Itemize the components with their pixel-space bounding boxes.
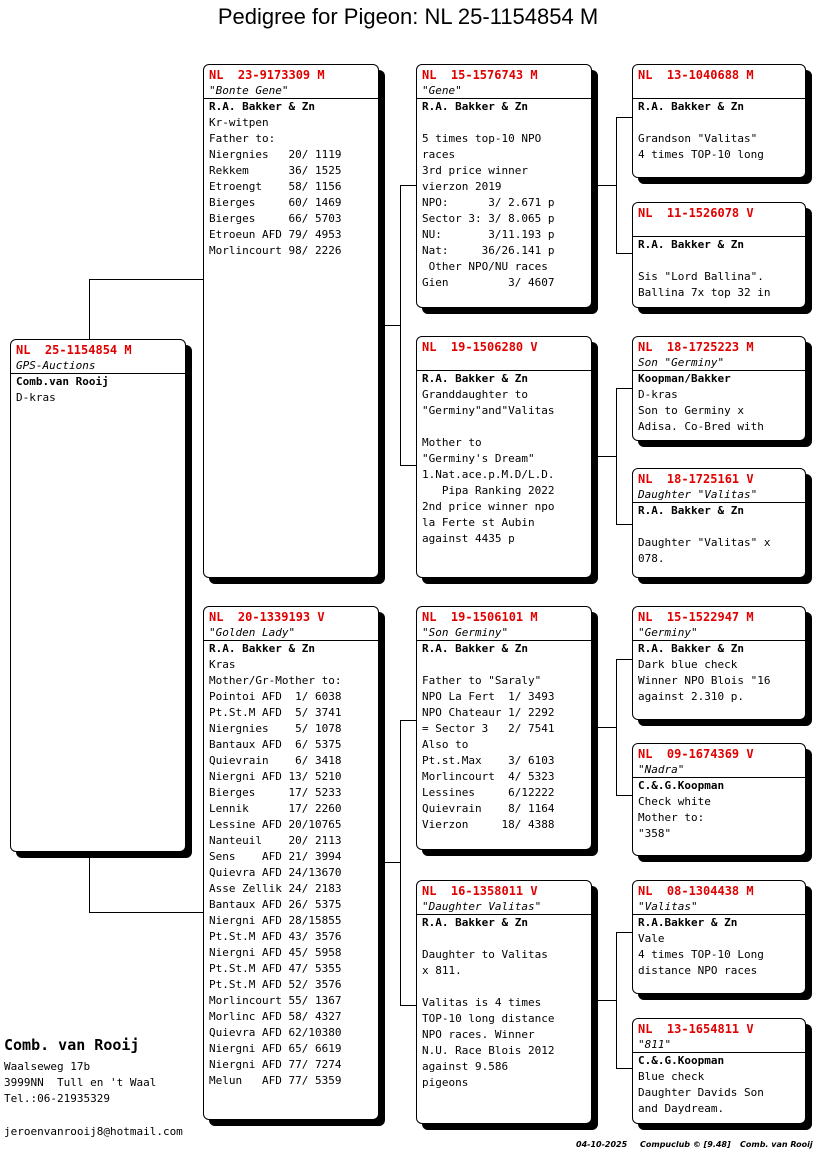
detail-line: Bantaux AFD 26/ 5375 bbox=[209, 898, 342, 911]
detail-line: Blue check bbox=[638, 1070, 705, 1083]
pigeon-card-dds[interactable] bbox=[632, 880, 806, 994]
connector-line bbox=[616, 795, 633, 796]
owner-name: R.A. Bakker & Zn bbox=[209, 100, 315, 113]
pigeon-nickname: "Germiny" bbox=[638, 626, 698, 639]
ring-number: NL 11-1526078 V bbox=[638, 206, 754, 220]
detail-line: Quievrain 8/ 1164 bbox=[422, 802, 555, 815]
connector-line bbox=[616, 659, 617, 795]
detail-line: 4 times TOP-10 Long bbox=[638, 948, 764, 961]
pigeon-details bbox=[633, 387, 805, 435]
software-credit: Compuclub © [9.48] bbox=[640, 1140, 731, 1149]
owner-name: C.&.G.Koopman bbox=[638, 779, 725, 792]
owner-name: R.A. Bakker & Zn bbox=[422, 100, 528, 113]
detail-line: Morlincourt 4/ 5323 bbox=[422, 770, 555, 783]
pigeon-details bbox=[633, 657, 805, 705]
detail-line: 3rd price winner bbox=[422, 164, 528, 177]
detail-line: D-kras bbox=[16, 391, 56, 404]
print-owner: Comb. van Rooij bbox=[740, 1140, 813, 1149]
detail-line: 078. bbox=[638, 552, 665, 565]
detail-line: against 4435 p bbox=[422, 532, 515, 545]
connector-line bbox=[616, 524, 633, 525]
detail-line bbox=[638, 115, 800, 131]
detail-line: Niergni AFD 77/ 7274 bbox=[209, 1058, 342, 1071]
pigeon-card-dss[interactable] bbox=[632, 606, 806, 720]
pigeon-nickname bbox=[633, 83, 805, 98]
detail-line: Vale bbox=[638, 932, 665, 945]
connector-line bbox=[616, 659, 633, 660]
detail-line: = Sector 3 2/ 7541 bbox=[422, 722, 555, 735]
detail-line: Rekkem 36/ 1525 bbox=[209, 164, 342, 177]
connector-line bbox=[400, 1005, 417, 1006]
detail-line: N.U. Race Blois 2012 bbox=[422, 1044, 555, 1057]
ring-number: NL 15-1522947 M bbox=[638, 610, 754, 624]
detail-line bbox=[422, 115, 586, 131]
detail-line: Asse Zellik 24/ 2183 bbox=[209, 882, 342, 895]
detail-line: Morlincourt 55/ 1367 bbox=[209, 994, 342, 1007]
connector-line bbox=[400, 185, 401, 465]
connector-line bbox=[381, 325, 400, 326]
owner-name: R.A. Bakker & Zn bbox=[209, 642, 315, 655]
pigeon-nickname: "Gene" bbox=[422, 84, 462, 97]
detail-line: Check white bbox=[638, 795, 711, 808]
detail-line: x 811. bbox=[422, 964, 462, 977]
detail-line: Sector 3: 3/ 8.065 p bbox=[422, 212, 555, 225]
detail-line: Niergni AFD 65/ 6619 bbox=[209, 1042, 342, 1055]
detail-line: Daughter Davids Son bbox=[638, 1086, 764, 1099]
owner-name: C.&.G.Koopman bbox=[638, 1054, 725, 1067]
print-date: 04-10-2025 bbox=[576, 1140, 628, 1149]
detail-line: 4 times TOP-10 long bbox=[638, 148, 764, 161]
detail-line: Etroengt 58/ 1156 bbox=[209, 180, 342, 193]
pigeon-nickname: "811" bbox=[638, 1038, 672, 1051]
connector-line bbox=[616, 117, 633, 118]
connector-line bbox=[594, 1000, 616, 1001]
breeder-phone: Tel.:06-21935329 bbox=[4, 1092, 110, 1105]
pigeon-details bbox=[633, 115, 805, 163]
owner-name: R.A.Bakker & Zn bbox=[638, 916, 738, 929]
detail-line: Melun AFD 77/ 5359 bbox=[209, 1074, 342, 1087]
detail-line: Morlincourt 98/ 2226 bbox=[209, 244, 342, 257]
pigeon-nickname bbox=[633, 221, 805, 236]
ring-number: NL 20-1339193 V bbox=[209, 610, 325, 624]
connector-line bbox=[616, 932, 633, 933]
detail-line bbox=[422, 657, 586, 673]
pigeon-card-sss[interactable] bbox=[632, 64, 806, 178]
detail-line: "Germiny"and"Valitas bbox=[422, 404, 555, 417]
detail-line: Bantaux AFD 6/ 5375 bbox=[209, 738, 342, 751]
ring-number: NL 23-9173309 M bbox=[209, 68, 325, 82]
pigeon-card-ddd[interactable] bbox=[632, 1018, 806, 1124]
connector-line bbox=[594, 456, 616, 457]
owner-name: R.A. Bakker & Zn bbox=[422, 642, 528, 655]
pigeon-card-sire-sire[interactable] bbox=[416, 64, 592, 308]
detail-line: Vierzon 18/ 4388 bbox=[422, 818, 555, 831]
detail-line: Grandson "Valitas" bbox=[638, 132, 758, 145]
connector-line bbox=[594, 185, 616, 186]
detail-line: Father to: bbox=[209, 132, 276, 145]
detail-line: Bierges 17/ 5233 bbox=[209, 786, 342, 799]
ring-number: NL 25-1154854 M bbox=[16, 343, 132, 357]
ring-number: NL 18-1725223 M bbox=[638, 340, 754, 354]
detail-line bbox=[638, 519, 800, 535]
detail-line: 2nd price winner npo bbox=[422, 500, 555, 513]
detail-line: Bierges 60/ 1469 bbox=[209, 196, 342, 209]
pigeon-nickname: "Nadra" bbox=[638, 763, 685, 776]
ring-number: NL 15-1576743 M bbox=[422, 68, 538, 82]
connector-line bbox=[400, 185, 417, 186]
pigeon-card-sire[interactable] bbox=[203, 64, 379, 578]
detail-line bbox=[422, 419, 586, 435]
detail-line: Lessines 6/12222 bbox=[422, 786, 555, 799]
detail-line: Winner NPO Blois "16 bbox=[638, 674, 771, 687]
detail-line: vierzon 2019 bbox=[422, 180, 502, 193]
detail-line: Niergni AFD 28/15855 bbox=[209, 914, 342, 927]
detail-line: Kr-witpen bbox=[209, 116, 269, 129]
pigeon-details bbox=[633, 931, 805, 979]
pigeon-details bbox=[417, 115, 591, 291]
pigeon-card-ssd[interactable] bbox=[632, 202, 806, 308]
detail-line: NPO La Fert 1/ 3493 bbox=[422, 690, 555, 703]
ring-number: NL 16-1358011 V bbox=[422, 884, 538, 898]
owner-name: R.A. Bakker & Zn bbox=[422, 916, 528, 929]
detail-line: Pt.st.Max 3/ 6103 bbox=[422, 754, 555, 767]
detail-line: Adisa. Co-Bred with bbox=[638, 420, 764, 433]
detail-line: NPO Chateaur 1/ 2292 bbox=[422, 706, 555, 719]
connector-line bbox=[89, 912, 204, 913]
page-title: Pedigree for Pigeon: NL 25-1154854 M bbox=[217, 4, 599, 29]
detail-line: Morlinc AFD 58/ 4327 bbox=[209, 1010, 342, 1023]
owner-name: R.A. Bakker & Zn bbox=[638, 642, 744, 655]
ring-number: NL 19-1506101 M bbox=[422, 610, 538, 624]
pigeon-nickname: "Valitas" bbox=[638, 900, 698, 913]
detail-line: distance NPO races bbox=[638, 964, 758, 977]
detail-line: Lessine AFD 20/10765 bbox=[209, 818, 342, 831]
detail-line: Pt.St.M AFD 47/ 5355 bbox=[209, 962, 342, 975]
owner-name: Koopman/Bakker bbox=[638, 372, 731, 385]
detail-line: Other NPO/NU races bbox=[422, 260, 548, 273]
detail-line: Nat: 36/26.141 p bbox=[422, 244, 555, 257]
pigeon-nickname: "Daughter Valitas" bbox=[422, 900, 542, 913]
detail-line: 1.Nat.ace.p.M.D/L.D. bbox=[422, 468, 555, 481]
pigeon-card-sire-dam[interactable] bbox=[416, 336, 592, 578]
pigeon-card-dam[interactable] bbox=[203, 606, 379, 1120]
connector-line bbox=[400, 720, 401, 1005]
pigeon-details bbox=[204, 115, 378, 259]
connector-line bbox=[381, 862, 400, 863]
pigeon-card-dam-dam[interactable] bbox=[416, 880, 592, 1124]
detail-line: Niergnies 5/ 1078 bbox=[209, 722, 342, 735]
detail-line bbox=[422, 931, 586, 947]
detail-line: Quievra AFD 62/10380 bbox=[209, 1026, 342, 1039]
detail-line: NU: 3/11.193 p bbox=[422, 228, 555, 241]
pigeon-card-sds[interactable] bbox=[632, 336, 806, 441]
pigeon-details bbox=[417, 387, 591, 547]
detail-line: Son to Germiny x bbox=[638, 404, 744, 417]
detail-line: Bierges 66/ 5703 bbox=[209, 212, 342, 225]
owner-name: Comb.van Rooij bbox=[16, 375, 109, 388]
connector-line bbox=[400, 720, 417, 721]
detail-line: Niergnies 20/ 1119 bbox=[209, 148, 342, 161]
ring-number: NL 18-1725161 V bbox=[638, 472, 754, 486]
detail-line: Pipa Ranking 2022 bbox=[422, 484, 555, 497]
detail-line: Pt.St.M AFD 43/ 3576 bbox=[209, 930, 342, 943]
detail-line: Etroeun AFD 79/ 4953 bbox=[209, 228, 342, 241]
detail-line: Valitas is 4 times bbox=[422, 996, 542, 1009]
pigeon-nickname: "Son Germiny" bbox=[422, 626, 509, 639]
pigeon-details bbox=[633, 794, 805, 842]
detail-line: Pt.St.M AFD 52/ 3576 bbox=[209, 978, 342, 991]
pigeon-card-dam-sire[interactable] bbox=[416, 606, 592, 850]
detail-line: Kras bbox=[209, 658, 236, 671]
breeder-name: Comb. van Rooij bbox=[4, 1036, 140, 1054]
connector-line bbox=[89, 279, 204, 280]
detail-line: Mother to bbox=[422, 436, 482, 449]
detail-line: Mother/Gr-Mother to: bbox=[209, 674, 342, 687]
connector-line bbox=[594, 727, 616, 728]
pigeon-nickname: "Golden Lady" bbox=[209, 626, 296, 639]
pigeon-details bbox=[11, 390, 185, 406]
detail-line: Ballina 7x top 32 in bbox=[638, 286, 771, 299]
detail-line: against 2.310 p. bbox=[638, 690, 744, 703]
detail-line: Quievra AFD 24/13670 bbox=[209, 866, 342, 879]
pigeon-details bbox=[417, 931, 591, 1091]
detail-line bbox=[638, 253, 800, 269]
pigeon-nickname: Son "Germiny" bbox=[638, 356, 725, 369]
breeder-address-city: 3999NN Tull en 't Waal bbox=[4, 1076, 157, 1089]
detail-line: "358" bbox=[638, 827, 672, 840]
owner-name: R.A. Bakker & Zn bbox=[638, 100, 744, 113]
detail-line: Daughter "Valitas" x bbox=[638, 536, 771, 549]
pigeon-nickname bbox=[417, 355, 591, 370]
ring-number: NL 08-1304438 M bbox=[638, 884, 754, 898]
detail-line: Niergni AFD 45/ 5958 bbox=[209, 946, 342, 959]
connector-line bbox=[616, 932, 617, 1068]
pigeon-nickname: "Bonte Gene" bbox=[209, 84, 289, 97]
detail-line: Granddaughter to bbox=[422, 388, 528, 401]
detail-line: Quievrain 6/ 3418 bbox=[209, 754, 342, 767]
connector-line bbox=[616, 117, 617, 253]
pigeon-details bbox=[633, 253, 805, 301]
ring-number: NL 13-1654811 V bbox=[638, 1022, 754, 1036]
connector-line bbox=[616, 388, 633, 389]
detail-line: Sens AFD 21/ 3994 bbox=[209, 850, 342, 863]
detail-line: Father to "Saraly" bbox=[422, 674, 542, 687]
detail-line: Nanteuil 20/ 2113 bbox=[209, 834, 342, 847]
pigeon-details bbox=[204, 657, 378, 1089]
detail-line: Mother to: bbox=[638, 811, 705, 824]
detail-line: Niergni AFD 13/ 5210 bbox=[209, 770, 342, 783]
ring-number: NL 13-1040688 M bbox=[638, 68, 754, 82]
detail-line: against 9.586 bbox=[422, 1060, 509, 1073]
detail-line: la Ferte st Aubin bbox=[422, 516, 535, 529]
pigeon-card-sdd[interactable] bbox=[632, 468, 806, 578]
connector-line bbox=[400, 465, 417, 466]
detail-line: TOP-10 long distance bbox=[422, 1012, 555, 1025]
pigeon-card-subject[interactable] bbox=[10, 339, 186, 852]
breeder-email[interactable]: jeroenvanrooij8@hotmail.com bbox=[4, 1125, 183, 1138]
detail-line: Sis "Lord Ballina". bbox=[638, 270, 764, 283]
detail-line: and Daydream. bbox=[638, 1102, 725, 1115]
connector-line bbox=[89, 850, 90, 912]
detail-line: NPO races. Winner bbox=[422, 1028, 535, 1041]
pigeon-card-dsd[interactable] bbox=[632, 743, 806, 856]
detail-line: Pointoi AFD 1/ 6038 bbox=[209, 690, 342, 703]
pigeon-details bbox=[417, 657, 591, 833]
detail-line: Also to bbox=[422, 738, 469, 751]
pigeon-details bbox=[633, 519, 805, 567]
detail-line: Gien 3/ 4607 bbox=[422, 276, 555, 289]
owner-name: R.A. Bakker & Zn bbox=[638, 238, 744, 251]
breeder-address-street: Waalseweg 17b bbox=[4, 1060, 91, 1073]
detail-line: "Germiny's Dream" bbox=[422, 452, 535, 465]
connector-line bbox=[89, 279, 90, 339]
ring-number: NL 19-1506280 V bbox=[422, 340, 538, 354]
pigeon-nickname: GPS-Auctions bbox=[16, 359, 96, 372]
detail-line: Dark blue check bbox=[638, 658, 738, 671]
pigeon-nickname: Daughter "Valitas" bbox=[638, 488, 758, 501]
owner-name: R.A. Bakker & Zn bbox=[638, 504, 744, 517]
detail-line bbox=[422, 979, 586, 995]
detail-line: Daughter to Valitas bbox=[422, 948, 548, 961]
owner-name: R.A. Bakker & Zn bbox=[422, 372, 528, 385]
connector-line bbox=[616, 1068, 633, 1069]
ring-number: NL 09-1674369 V bbox=[638, 747, 754, 761]
detail-line: Lennik 17/ 2260 bbox=[209, 802, 342, 815]
detail-line: D-kras bbox=[638, 388, 678, 401]
detail-line: pigeons bbox=[422, 1076, 469, 1089]
detail-line: NPO: 3/ 2.671 p bbox=[422, 196, 555, 209]
detail-line: Pt.St.M AFD 5/ 3741 bbox=[209, 706, 342, 719]
pigeon-details bbox=[633, 1069, 805, 1117]
connector-line bbox=[616, 388, 617, 524]
detail-line: 5 times top-10 NPO bbox=[422, 132, 542, 145]
detail-line: races bbox=[422, 148, 456, 161]
connector-line bbox=[616, 253, 633, 254]
